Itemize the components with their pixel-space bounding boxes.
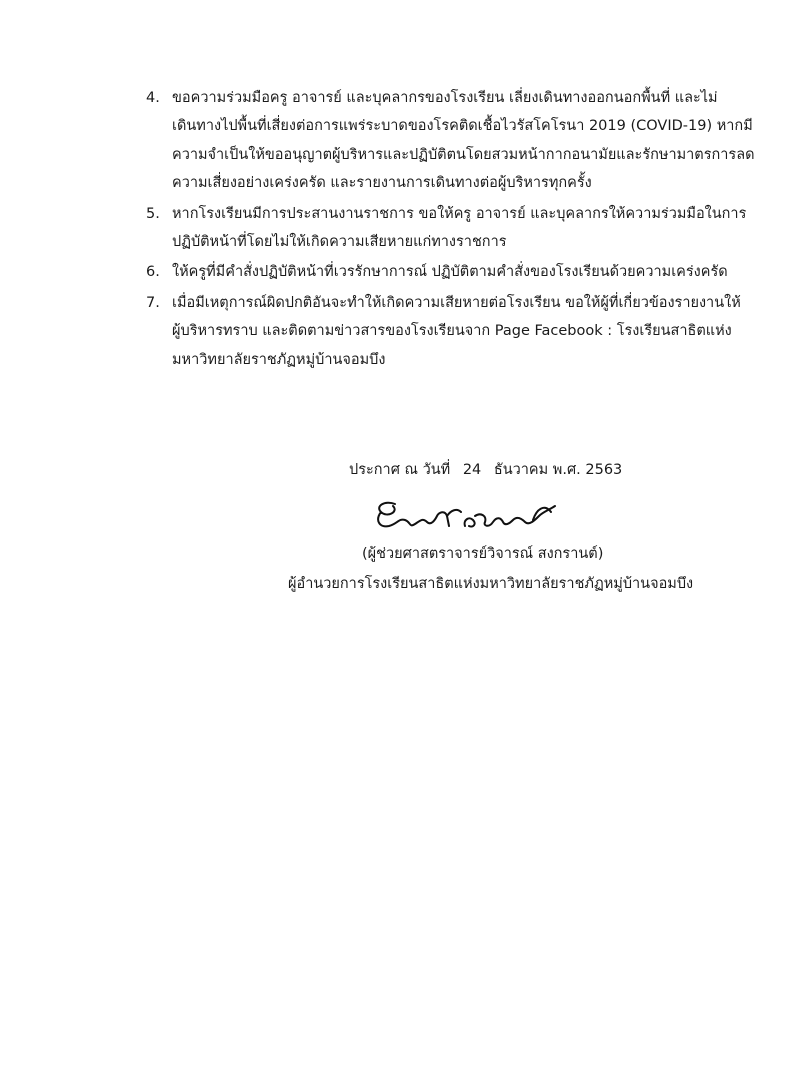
measures-list xyxy=(140,84,755,376)
signature-image xyxy=(365,490,565,540)
signer-name: (ผู้ช่วยศาสตราจารย์วิจารณ์ สงกรานต์) xyxy=(362,546,604,562)
item-text-line: มหาวิทยาลัยราชภัฏหมู่บ้านจอมบึง xyxy=(172,351,386,368)
item-number: 5. xyxy=(146,205,160,222)
announcement-month-year: ธันวาคม พ.ศ. 2563 xyxy=(493,462,623,478)
item-text-line: เมื่อมีเหตุการณ์ผิดปกติอันจะทำให้เกิดความเสียหายต่อโรงเรียน ขอให้ผู้ที่เกี่ยวข้องรายงานให้ xyxy=(172,294,741,311)
announcement-day: 24 xyxy=(462,462,482,478)
list-item xyxy=(140,200,747,257)
item-text-line: ขอความร่วมมือครู อาจารย์ และบุคลากรของโรงเรียน เลี่ยงเดินทางออกนอกพื้นที่ และไม่ xyxy=(172,90,718,106)
item-text-line: ความเสี่ยงอย่างเคร่งครัด และรายงานการเดินทางต่อผู้บริหารทุกครั้ง xyxy=(172,175,592,192)
item-text-line: หากโรงเรียนมีการประสานงานราชการ ขอให้ครู อาจารย์ และบุคลากรให้ความร่วมมือในการ xyxy=(172,205,747,222)
item-number: 7. xyxy=(146,294,160,311)
item-text-line: ปฏิบัติหน้าที่โดยไม่ให้เกิดความเสียหายแก่ทางราชการ xyxy=(172,234,507,251)
list-item xyxy=(140,84,755,198)
list-item xyxy=(140,258,728,286)
item-text-line: ความจำเป็นให้ขออนุญาตผู้บริหารและปฏิบัติตนโดยสวมหน้ากากอนามัยและรักษามาตรการลด xyxy=(172,146,755,163)
item-text-line: ผู้บริหารทราบ และติดตามข่าวสารของโรงเรียนจาก Page Facebook : โรงเรียนสาธิตแห่ง xyxy=(172,323,732,340)
item-number: 4. xyxy=(146,90,160,106)
item-text-line: เดินทางไปพื้นที่เสี่ยงต่อการแพร่ระบาดของโรคติดเชื้อไวรัสโคโรนา 2019 (COVID-19) หากมี xyxy=(172,118,753,135)
announcement-label: ประกาศ ณ วันที่ xyxy=(349,462,451,478)
signature-strokes xyxy=(378,503,555,527)
list-item xyxy=(140,289,741,374)
announcement-date xyxy=(349,459,630,481)
item-number: 6. xyxy=(146,264,160,281)
item-text-line: ให้ครูที่มีคำสั่งปฏิบัติหน้าที่เวรรักษาการณ์ ปฏิบัติตามคำสั่งของโรงเรียนด้วยความเคร่งครัด xyxy=(172,264,728,281)
signer-position: ผู้อำนวยการโรงเรียนสาธิตแห่งมหาวิทยาลัยราชภัฏหมู่บ้านจอมบึง xyxy=(288,576,694,592)
